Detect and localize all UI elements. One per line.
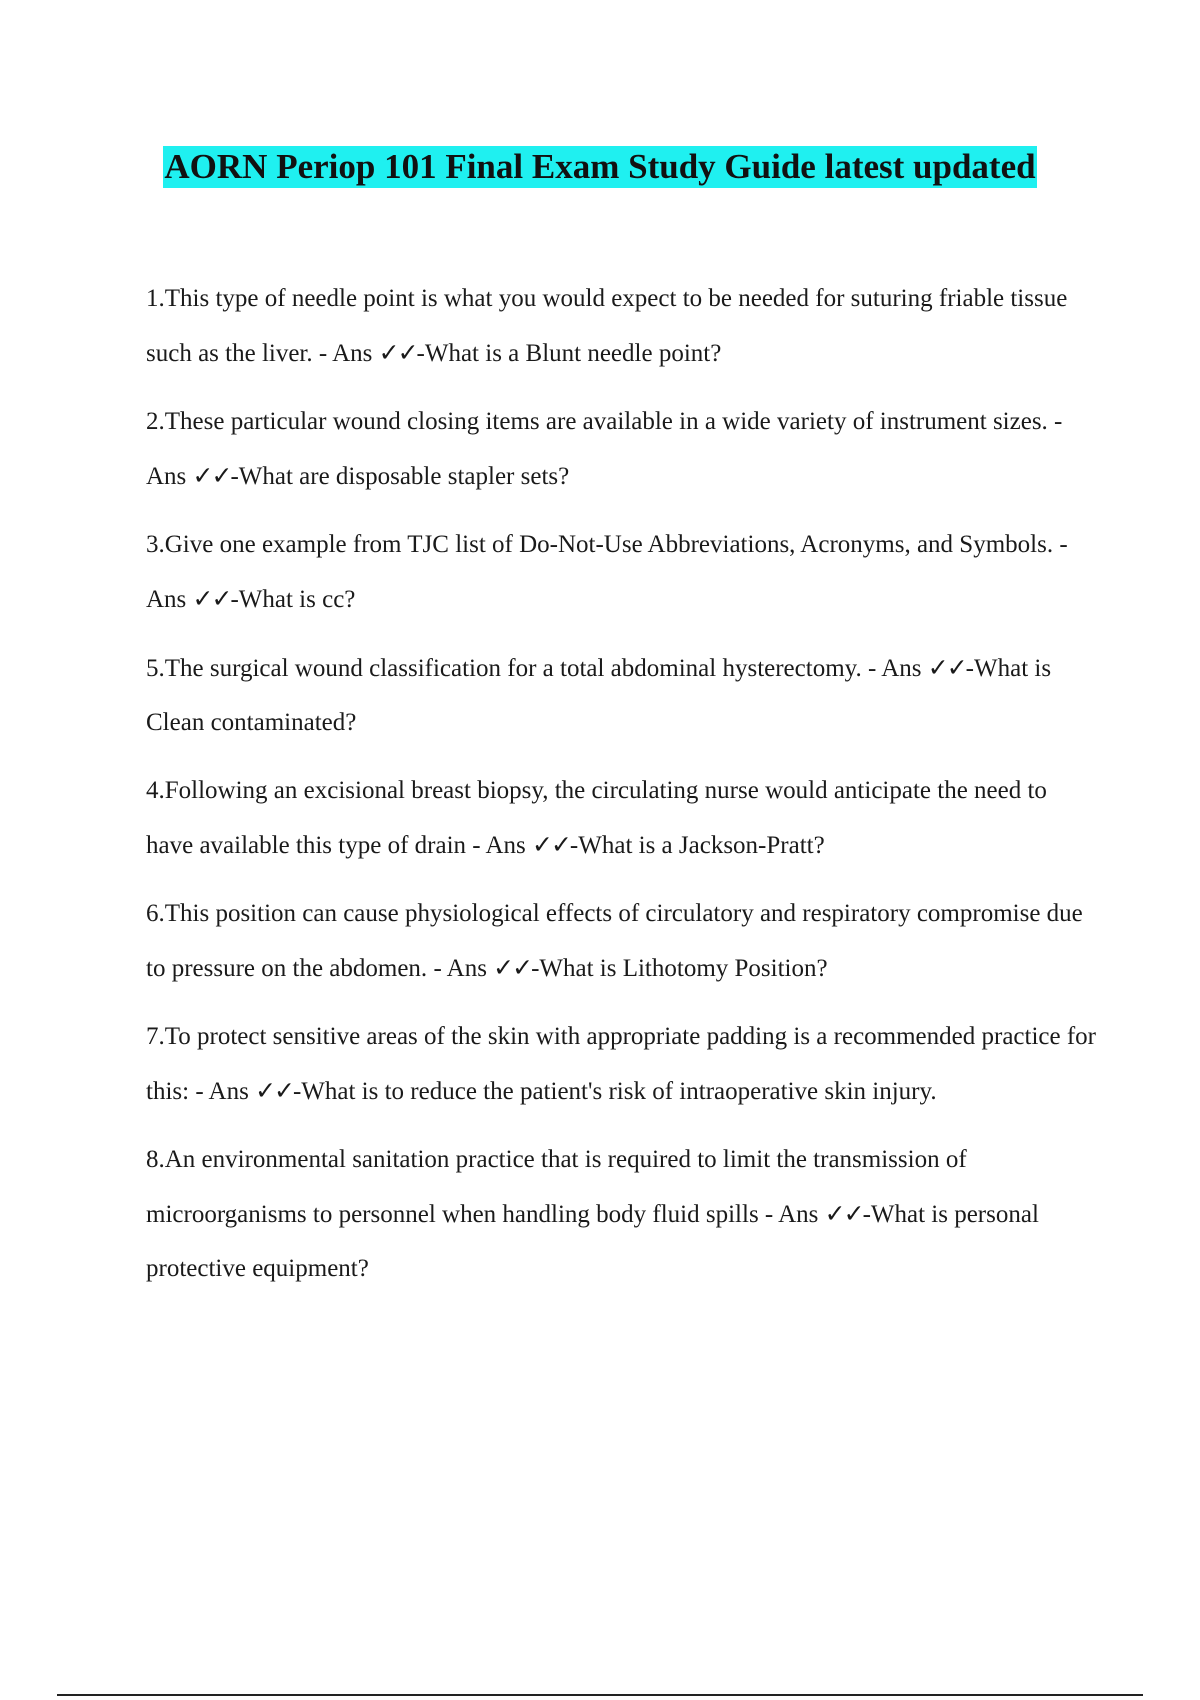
double-check-icon: ✓✓ bbox=[824, 1199, 863, 1228]
question-text: 3.Give one example from TJC list of Do-Not-Use Abbreviations, Acronyms, and Symbols. bbox=[146, 531, 1054, 558]
answer-text: -What is Lithotomy Position? bbox=[531, 955, 828, 982]
question-text: 8.An environmental sanitation practice that is required to limit the transmission of microorganisms to personnel when handling body fluid spills bbox=[146, 1146, 967, 1228]
double-check-icon: ✓✓ bbox=[192, 584, 231, 613]
qa-item bbox=[146, 641, 1096, 750]
question-text: 2.These particular wound closing items are available in a wide variety of instrument sizes. bbox=[146, 408, 1048, 435]
question-text: 1.This type of needle point is what you would expect to be needed for suturing friable tissue such as the liver. bbox=[146, 285, 1068, 367]
answer-text: -What is cc? bbox=[230, 586, 356, 613]
answer-text: -What is personal protective equipment? bbox=[146, 1201, 1039, 1282]
qa-item bbox=[146, 764, 1096, 873]
footer-divider bbox=[57, 1694, 1143, 1696]
qa-list bbox=[146, 272, 1096, 1310]
double-check-icon: ✓✓ bbox=[378, 338, 417, 367]
double-check-icon: ✓✓ bbox=[532, 830, 570, 859]
document-title: AORN Periop 101 Final Exam Study Guide latest updated bbox=[164, 147, 1036, 186]
double-check-icon: ✓✓ bbox=[927, 653, 966, 682]
title-container bbox=[0, 146, 1200, 188]
answer-prefix: - Ans bbox=[146, 531, 1068, 613]
qa-item bbox=[146, 395, 1096, 504]
question-text: 7.To protect sensitive areas of the skin with appropriate padding is a recommended practice for this: bbox=[146, 1023, 1096, 1105]
question-text: 4.Following an excisional breast biopsy, the circulating nurse would anticipate the need to have available this type of drain bbox=[146, 777, 1047, 859]
answer-text: -What is a Blunt needle point? bbox=[416, 340, 722, 367]
answer-prefix: - Ans bbox=[466, 832, 533, 859]
qa-item bbox=[146, 272, 1096, 381]
qa-item bbox=[146, 518, 1096, 627]
double-check-icon: ✓✓ bbox=[192, 461, 231, 490]
answer-prefix: - Ans bbox=[861, 655, 928, 682]
answer-prefix: - Ans bbox=[146, 408, 1063, 490]
answer-prefix: - Ans bbox=[427, 955, 494, 982]
question-text: 5.The surgical wound classification for a total abdominal hysterectomy. bbox=[146, 655, 862, 682]
answer-prefix: - Ans bbox=[312, 340, 379, 367]
qa-item bbox=[146, 887, 1096, 996]
double-check-icon: ✓✓ bbox=[493, 953, 532, 982]
answer-text: -What is Clean contaminated? bbox=[146, 655, 1052, 736]
answer-prefix: - Ans bbox=[189, 1078, 256, 1105]
qa-item bbox=[146, 1010, 1096, 1119]
answer-text: -What is to reduce the patient's risk of intraoperative skin injury. bbox=[292, 1078, 937, 1105]
double-check-icon: ✓✓ bbox=[255, 1076, 293, 1105]
qa-item bbox=[146, 1133, 1096, 1296]
answer-prefix: - Ans bbox=[758, 1201, 825, 1228]
question-text: 6.This position can cause physiological effects of circulatory and respiratory compromise due to pressure on the abdomen. bbox=[146, 900, 1083, 982]
answer-text: -What are disposable stapler sets? bbox=[230, 463, 570, 490]
answer-text: -What is a Jackson-Pratt? bbox=[569, 832, 825, 859]
